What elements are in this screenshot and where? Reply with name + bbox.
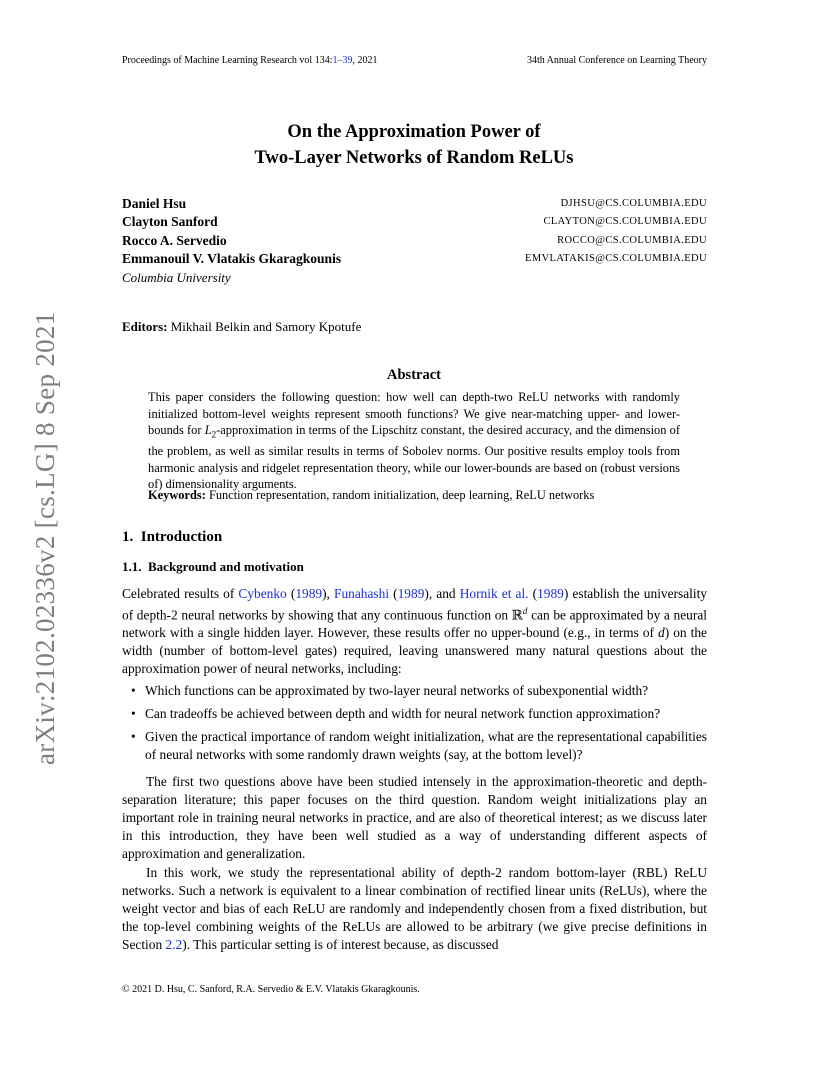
keywords-label: Keywords:	[148, 488, 206, 502]
header-journal: Proceedings of Machine Learning Research vol 134:	[122, 55, 333, 66]
section-ref-link[interactable]: 2.2	[165, 936, 183, 952]
copyright-footer: © 2021 D. Hsu, C. Sanford, R.A. Servedio & E.V. Vlatakis Gkaragkounis.	[122, 984, 420, 995]
intro-paragraph-1	[122, 585, 707, 678]
text-run: (	[389, 586, 398, 601]
author-name: Clayton Sanford	[122, 214, 218, 229]
text-run: (	[528, 586, 538, 601]
math-real-space: ℝ	[511, 607, 523, 623]
text-run: can be approximated by a neural network with a single hidden layer. However, these results offer no upper-bound (e.g., in terms of	[122, 607, 707, 641]
list-item: • Can tradeoffs be achieved between depth and width for neural network function approximation?	[122, 705, 707, 723]
text-run: Celebrated results of	[122, 586, 239, 601]
paper-title-line-2: Two-Layer Networks of Random ReLUs	[254, 148, 574, 168]
math-d: d	[658, 625, 665, 641]
text-run: (	[286, 586, 296, 601]
author-name: Daniel Hsu	[122, 196, 187, 211]
page-range-dash[interactable]: –	[337, 55, 343, 66]
paper-title-line-1: On the Approximation Power of	[287, 122, 541, 142]
text-run: ), and	[424, 586, 460, 601]
header-year: , 2021	[352, 55, 378, 66]
editors-names: Mikhail Belkin and Samory Kpotufe	[170, 319, 362, 334]
citation-year-link[interactable]: 1989	[295, 586, 323, 601]
citation-hornik-link[interactable]: Hornik et al.	[459, 586, 529, 601]
subsection-title: Background and motivation	[148, 559, 304, 574]
editors-label: Editors:	[122, 319, 168, 334]
intro-paragraph-3	[122, 864, 707, 954]
abstract-text-part-1: This paper considers the following question: how well can depth-two ReLU networks with randomly initialized bottom-level weights represent smooth functions? We give near-matching upper- and lower-bounds for	[148, 390, 680, 438]
author-email: CLAYTON@CS.COLUMBIA.EDU	[543, 216, 707, 227]
list-item: • Which functions can be approximated by two-layer neural networks of subexponential width?	[122, 682, 707, 700]
affiliation: Columbia University	[122, 270, 231, 285]
author-email: ROCCO@CS.COLUMBIA.EDU	[557, 235, 707, 246]
author-email: DJHSU@CS.COLUMBIA.EDU	[560, 198, 707, 209]
math-L2-subscript: 2	[211, 429, 217, 440]
editors-line	[122, 319, 361, 335]
subsection-number: 1.1.	[122, 559, 142, 574]
citation-funahashi-link[interactable]: Funahashi	[334, 586, 390, 601]
subsection-heading	[122, 559, 304, 575]
text-run: ) on the width (number of bottom-level gates) required, leaving unanswered many natural questions about the approximation power of neural networks, including:	[122, 625, 707, 677]
list-item: • Given the practical importance of random weight initialization, what are the representational capabilities of neural networks with some randomly drawn weights (say, at the bottom level)?	[122, 728, 707, 764]
intro-paragraph-2: The first two questions above have been studied intensely in the approximation-theoretic and depth-separation literature; this paper focuses on the third question. Random weight initializations play an important role in training neural networks in practice, and are also of theoretical interest; as we discuss later in this introduction, they have been well studied as a way of understanding different aspects of approximation and generalization.	[122, 774, 707, 861]
abstract-text	[148, 389, 680, 493]
math-L2: L	[204, 423, 212, 438]
keywords-line	[148, 488, 708, 503]
question-list	[122, 682, 707, 769]
arxiv-stamp: arXiv:2102.02336v2 [cs.LG] 8 Sep 2021	[30, 311, 60, 765]
citation-cybenko-link[interactable]: Cybenko	[238, 586, 287, 601]
section-title: Introduction	[140, 529, 223, 545]
math-real-space-superscript: d	[522, 605, 528, 616]
abstract-text-part-2: -approximation in terms of the Lipschitz constant, the desired accuracy, and the dimension of the problem, as well as similar results in terms of Sobolev norms. Our positive results employ tools from harmonic analysis and ridgelet representation theory, while our lower-bounds are based on (robust versions of) dimensionality arguments.	[148, 423, 680, 492]
text-run: ) establish the universality of depth-2 neural networks by showing that any continuous function on	[122, 586, 708, 623]
keywords-text: Function representation, random initialization, deep learning, ReLU networks	[208, 488, 595, 502]
author-name: Rocco A. Servedio	[122, 233, 227, 248]
running-header-right: 34th Annual Conference on Learning Theory	[526, 55, 707, 66]
citation-year-link[interactable]: 1989	[397, 586, 425, 601]
text-run: In this work, we study the representational ability of depth-2 random bottom-layer (RBL) ReLU networks. Such a network is equivalent to a linear combination of rectified linear units (ReLUs), where the weight vector and bias of each ReLU are randomly and independently chosen from a fixed distribution, but the top-level combining weights of the ReLUs are allowed to be arbitrary (we give precise definitions in Section	[122, 865, 707, 952]
citation-year-link[interactable]: 1989	[537, 586, 564, 601]
section-heading	[122, 529, 222, 546]
running-header-left	[122, 55, 378, 66]
section-number: 1.	[122, 529, 134, 545]
abstract-heading: Abstract	[387, 367, 441, 383]
page-range-start-link[interactable]: 1	[332, 55, 338, 66]
arxiv-stamp-container	[0, 295, 60, 765]
text-run: ). This particular setting is of interest because, as discussed	[182, 936, 499, 952]
text-run: ),	[322, 586, 334, 601]
author-name: Emmanouil V. Vlatakis Gkaragkounis	[122, 251, 342, 266]
page-range-end-link[interactable]: 39	[342, 55, 353, 66]
author-email: EMVLATAKIS@CS.COLUMBIA.EDU	[525, 253, 707, 264]
